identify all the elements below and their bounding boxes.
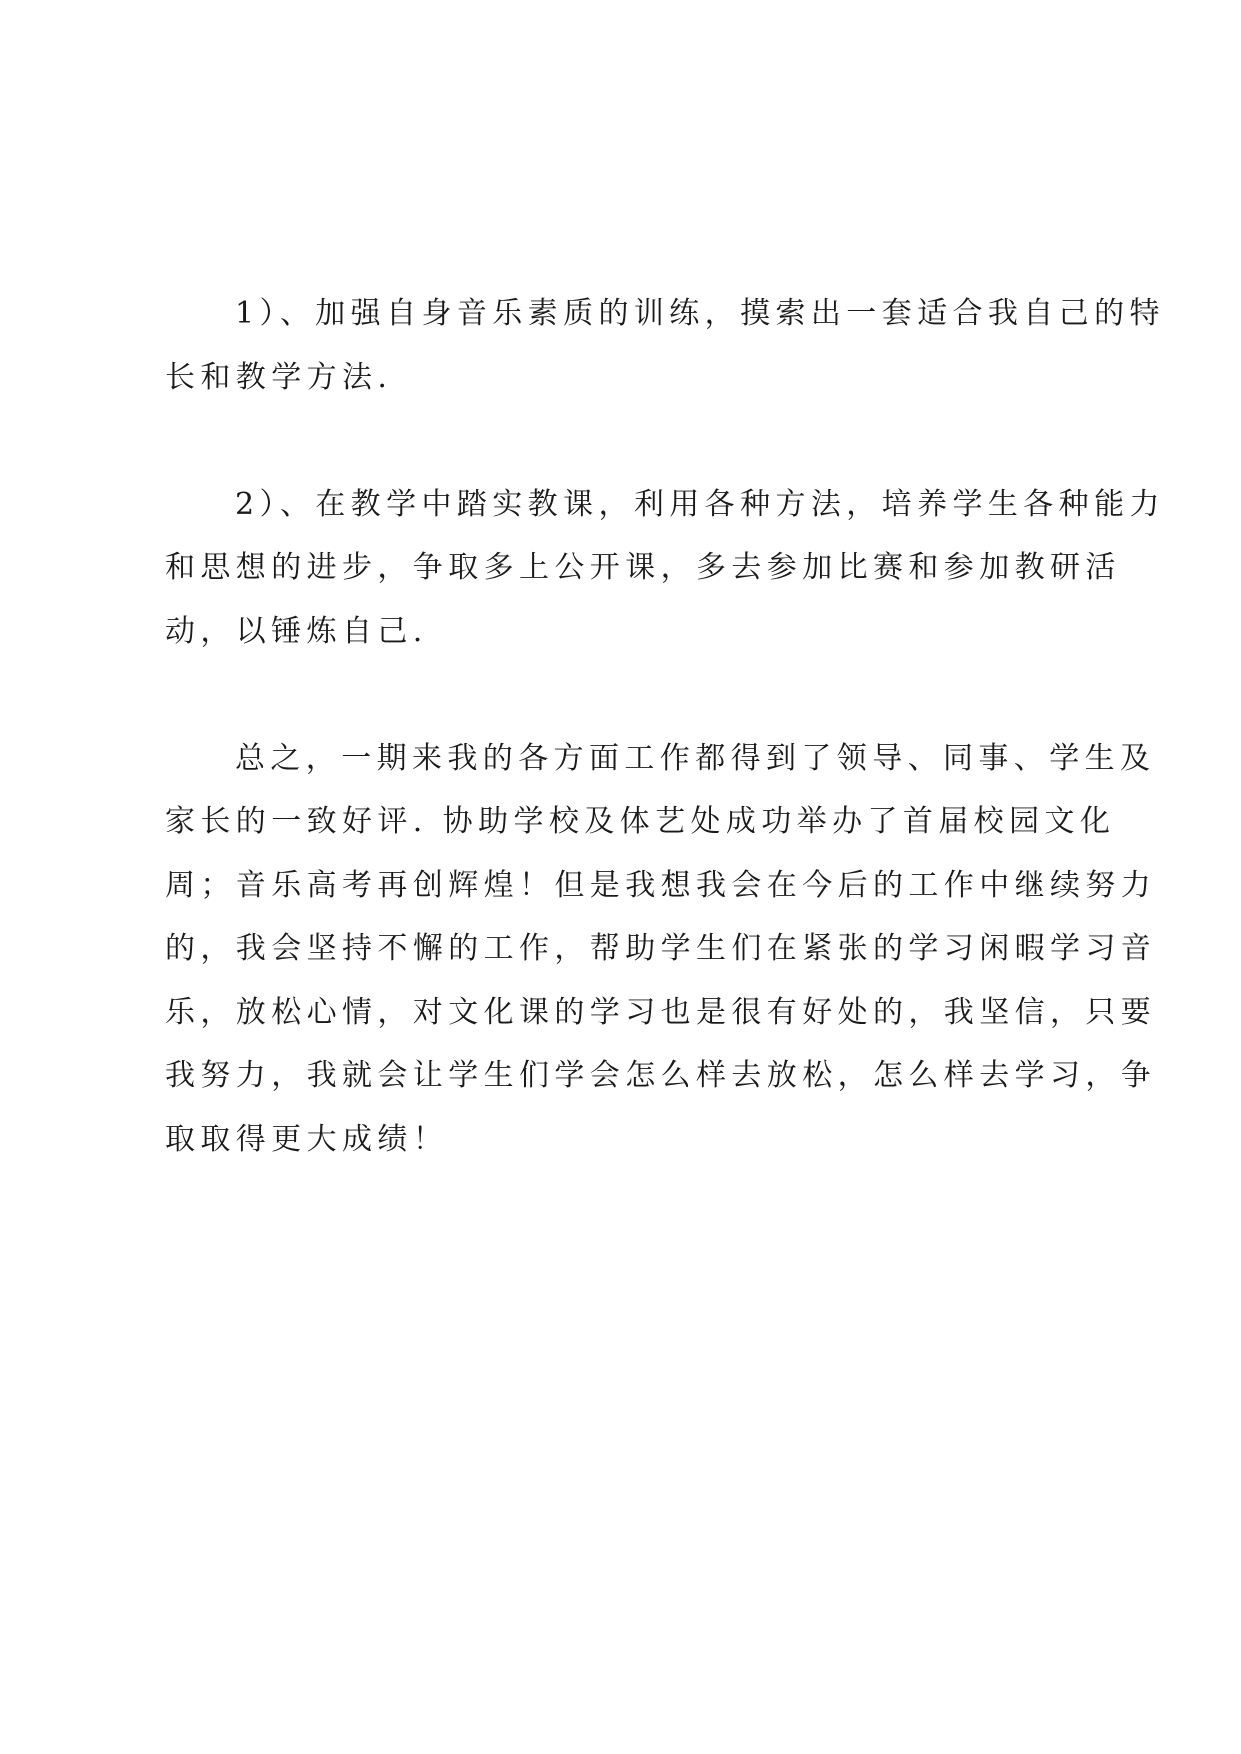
- paragraph-line: 动，以锤炼自己.: [165, 613, 428, 649]
- paragraph-line: 周；音乐高考再创辉煌！但是我想我会在今后的工作中继续努力: [165, 867, 1157, 903]
- paragraph-line: 家长的一致好评. 协助学校及体艺处成功举办了首届校园文化: [165, 804, 1116, 839]
- paragraph-3: [165, 727, 1157, 1172]
- paragraph-line: 取取得更大成绩！: [165, 1121, 449, 1157]
- paragraph-line: 2）、在教学中踏实教课，利用各种方法，培养学生各种能力: [235, 486, 1165, 522]
- paragraph-line: 乐，放松心情，对文化课的学习也是很有好处的，我坚信，只要: [165, 994, 1157, 1030]
- paragraph-line: 1）、加强自身音乐素质的训练，摸索出一套适合我自己的特: [235, 296, 1165, 331]
- paragraph-line: 和思想的进步，争取多上公开课，多去参加比赛和参加教研活: [165, 550, 1121, 585]
- paragraph-2: [165, 473, 1165, 664]
- paragraph-line: 长和教学方法.: [165, 359, 393, 395]
- paragraph-line: 我努力，我就会让学生们学会怎么样去放松，怎么样去学习，争: [165, 1058, 1157, 1093]
- paragraph-line: 的，我会坚持不懈的工作，帮助学生们在紧张的学习闲暇学习音: [165, 931, 1157, 966]
- paragraph-1: [165, 282, 1165, 409]
- paragraph-line: 总之，一期来我的各方面工作都得到了领导、同事、学生及: [235, 740, 1156, 776]
- document-body: [165, 282, 1165, 1171]
